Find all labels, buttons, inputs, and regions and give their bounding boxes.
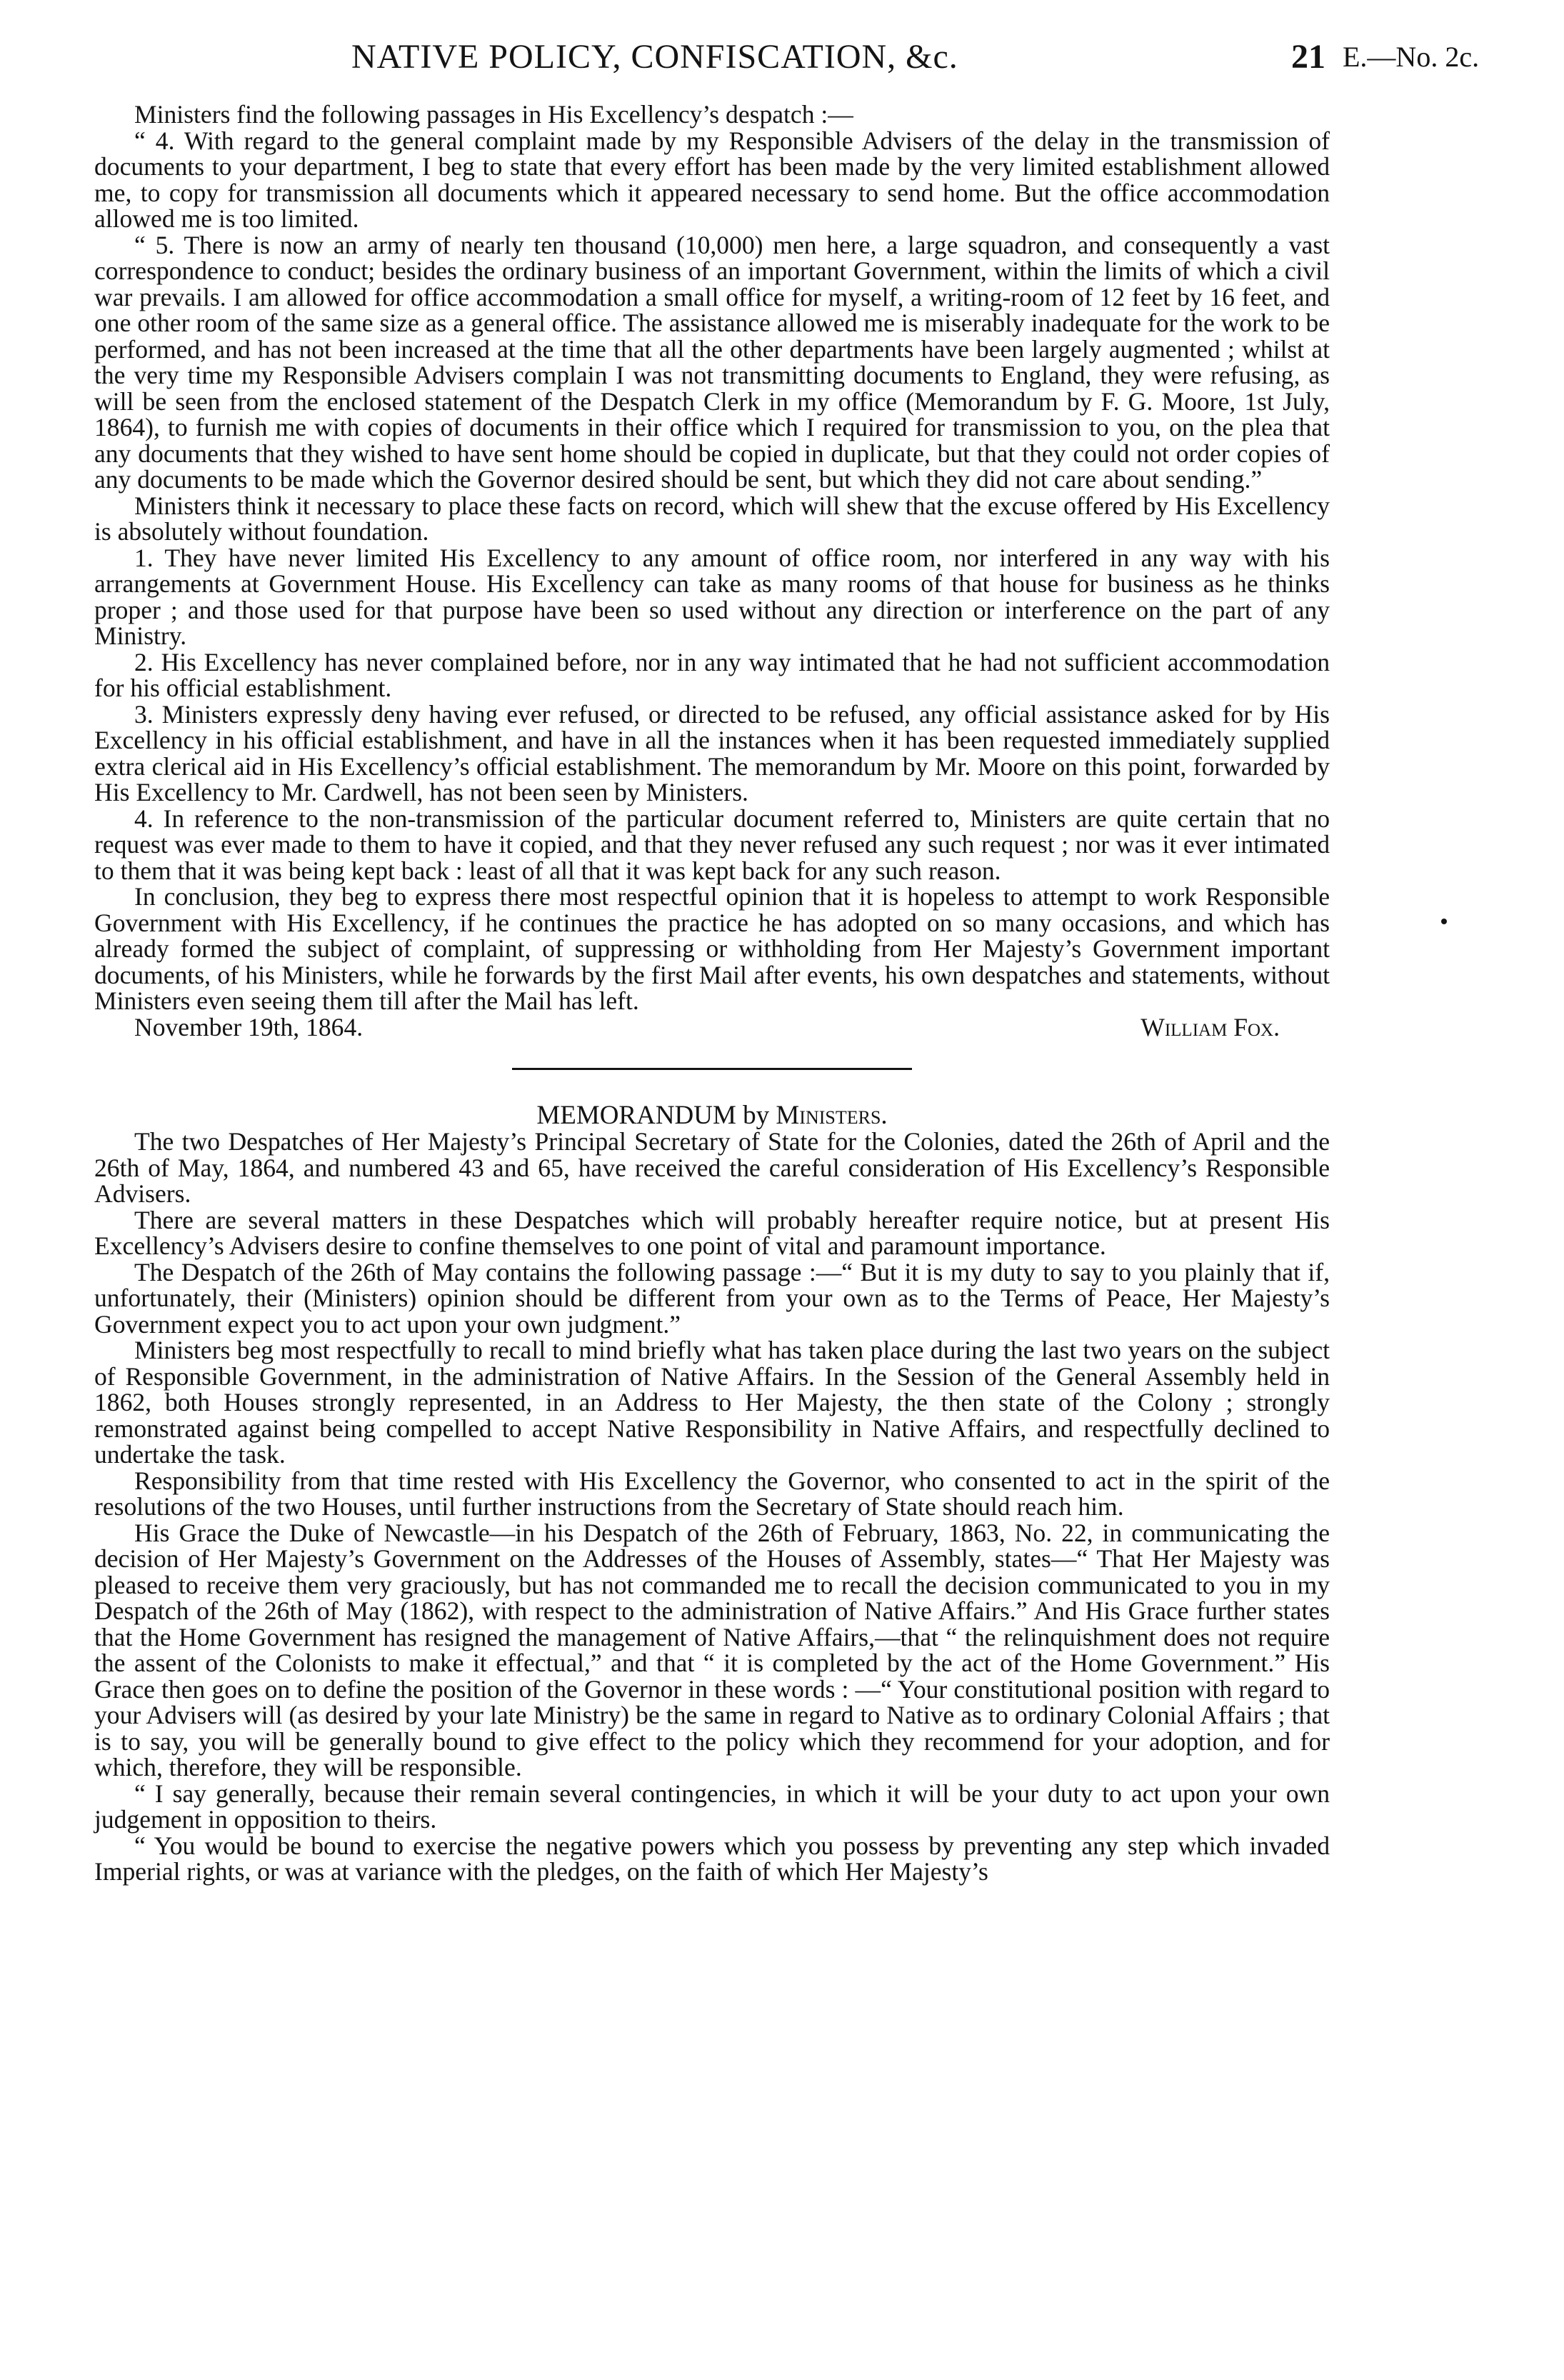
page-number: 21 [1291, 38, 1325, 76]
memo-paragraph-2: There are several matters in these Despatches which will probably hereafter require notice, but at present His Excellency’s Advisers desire to confine themselves to one point of vital and paramount importance. [94, 1205, 1330, 1260]
section-divider [512, 1068, 912, 1070]
memo-paragraph-8: “ You would be bound to exercise the negative powers which you possess by preventing any step which invaded Imperial rights, or was at variance with the pledges, on the faith of which Her Majesty’s [94, 1831, 1330, 1886]
conclusion-paragraph: In conclusion, they beg to express there most respectful opinion that it is hopeless to attempt to work Responsible Government with His Excellency, if he continues the practice he has adopted on so many occasions, and which has already formed the subject of complaint, of suppressing or withholding from Her Majesty’s Government important documents, of his Ministers, while he forwards by the first Mail after events, his own despatches and statements, without Ministers even seeing them till after the Mail has left. [94, 882, 1330, 1015]
memo-paragraph-4: Ministers beg most respectfully to recall to mind briefly what has taken place during the last two years on the subject of Responsible Government, in the administration of Native Affairs. In the Session of the General Assembly held in 1862, both Houses strongly represented, in an Address to Her Majesty, the then state of the Colony ; strongly remonstrated against being compelled to accept Native Responsibility in Native Affairs, and respectfully declined to undertake the task. [94, 1336, 1330, 1469]
ministers-statement: Ministers think it necessary to place these facts on record, which will shew that the excuse offered by His Excellency is absolutely without foundation. [94, 491, 1330, 546]
document-body [94, 101, 1330, 1885]
point-1: 1. They have never limited His Excellency to any amount of office room, nor interfered in any way with his arrangements at Government House. His Excellency can take as many rooms of that house for business as he thinks proper ; and those used for that purpose have been so used without any direction or interference on the part of any Ministry. [94, 543, 1330, 650]
memorandum-title [94, 1100, 1330, 1130]
memo-paragraph-1: The two Despatches of Her Majesty’s Principal Secretary of State for the Colonies, dated the 26th of April and the 26th of May, 1864, and numbered 43 and 65, have received the careful consideration of His Excellency’s Responsible Advisers. [94, 1127, 1330, 1208]
page-header [0, 37, 1564, 87]
point-2: 2. His Excellency has never complained before, nor in any way intimated that he had not sufficient accommodation for his official establishment. [94, 647, 1330, 702]
memo-paragraph-6: His Grace the Duke of Newcastle—in his Despatch of the 26th of February, 1863, No. 22, in communicating the decision of Her Majesty’s Government on the Addresses of the Houses of Assembly, states—“ That Her Majesty was pleased to receive them very graciously, but has not commanded me to recall the decision communicated to you in my Despatch of the 26th of May (1862), with respect to the administration of Native Affairs.” And His Grace further states that the Home Government has resigned the management of Native Affairs,—that “ the relinquishment does not require the assent of the Colonists to make it effectual,” and that “ it is completed by the act of the Home Government.” His Grace then goes on to define the position of the Governor in these words : —“ Your constitutional position with regard to your Advisers will (as desired by your late Ministry) be the same in regard to Native as to ordinary Colonial Affairs ; that is to say, you will be generally bound to give effect to the policy which they recommend for your adoption, and for which, therefore, they will be responsible. [94, 1518, 1330, 1781]
signature-line [94, 1014, 1330, 1041]
memo-paragraph-5: Responsibility from that time rested with His Excellency the Governor, who consented to act in the spirit of the resolutions of the two Houses, until further instructions from the Secretary of State should reach him. [94, 1466, 1330, 1521]
intro-paragraph: Ministers find the following passages in His Excellency’s despatch :— [134, 100, 853, 129]
memorandum-title-author: Ministers. [776, 1100, 888, 1130]
document-reference: E.—No. 2c. [1343, 41, 1480, 73]
memorandum-title-main: MEMORANDUM by [536, 1100, 770, 1130]
memo-paragraph-3: The Despatch of the 26th of May contains the following passage :—“ But it is my duty to say to you plainly that if, unfortunately, their (Ministers) opinion should be different from your own as to the Terms of Peace, Her Majesty’s Government expect you to act upon your own judgment.” [94, 1257, 1330, 1339]
quoted-paragraph-4: “ 4. With regard to the general complaint made by my Responsible Advisers of the delay in the transmission of documents to your department, I beg to state that every effort has been made by the very limited establishment allowed me, to copy for transmission all documents which it appeared necessary to send home. But the office accommodation allowed me is too limited. [94, 126, 1330, 233]
margin-mark [1441, 919, 1447, 924]
point-3: 3. Ministers expressly deny having ever refused, or directed to be refused, any official assistance asked for by His Excellency in his official establishment, and have in all the instances when it has been requested immediately supplied extra clerical aid in His Excellency’s official establishment. The memorandum by Mr. Moore on this point, forwarded by His Excellency to Mr. Cardwell, has not been seen by Ministers. [94, 699, 1330, 806]
running-title: NATIVE POLICY, CONFISCATION, &c. [351, 38, 958, 76]
signature-name: William Fox. [1141, 1012, 1280, 1041]
point-4: 4. In reference to the non-transmission of the particular document referred to, Ministers are quite certain that no request was ever made to them to have it copied, and that they never refused any such request ; nor was it ever intimated to them that it was being kept back : least of all that it was kept back for any such reason. [94, 804, 1330, 885]
quoted-paragraph-5: “ 5. There is now an army of nearly ten thousand (10,000) men here, a large squadron, and consequently a vast correspondence to conduct; besides the ordinary business of an important Government, within the limits of which a civil war prevails. I am allowed for office accommodation a small office for myself, a writing-room of 12 feet by 16 feet, and one other room of the same size as a general office. The assistance allowed me is miserably inadequate for the work to be performed, and has not been increased at the time that all the other departments have been largely augmented ; whilst at the very time my Responsible Advisers complain I was not transmitting documents to England, they were refusing, as will be seen from the enclosed statement of the Despatch Clerk in my office (Memorandum by F. G. Moore, 1st July, 1864), to furnish me with copies of documents in their office which I required for transmission to you, on the plea that any documents that they wished to have sent home should be copied in duplicate, but that they could not order copies of any documents to be made which the Governor desired should be sent, but which they did not care about sending.” [94, 230, 1330, 494]
memo-paragraph-7: “ I say generally, because their remain several contingencies, in which it will be your duty to act upon your own judgement in opposition to theirs. [94, 1779, 1330, 1834]
signature-date: November 19th, 1864. [134, 1012, 364, 1041]
